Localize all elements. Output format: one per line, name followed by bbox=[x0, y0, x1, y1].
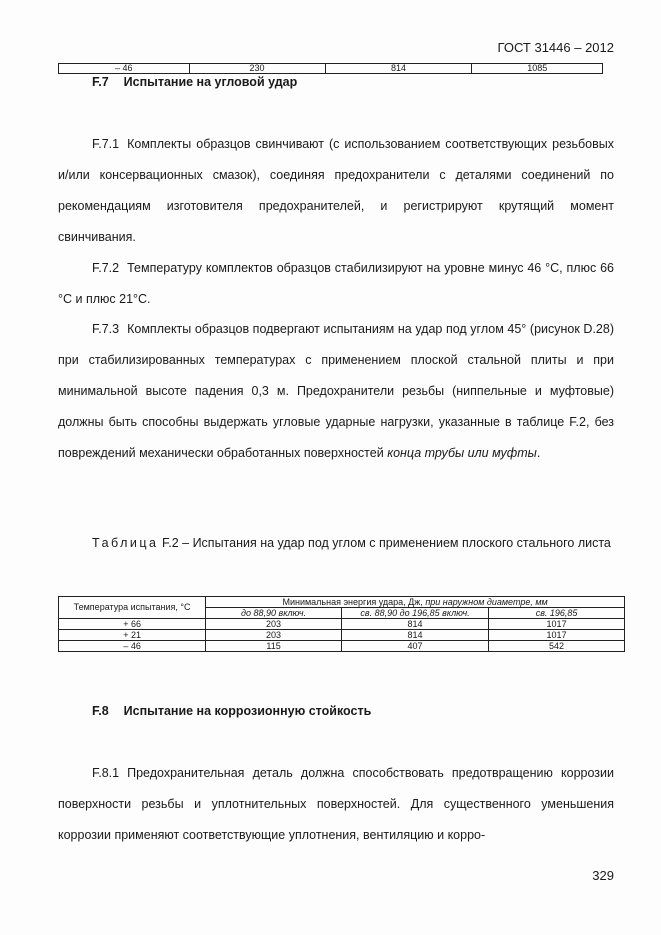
paragraph-f7-3 bbox=[58, 314, 614, 469]
paragraph-italic-text: конца трубы или муфты bbox=[387, 446, 537, 460]
paragraph-text: Температуру комплектов образцов стабилизируют на уровне минус 46 °C, плюс 66 °C и плюс 21°C. bbox=[58, 261, 614, 306]
impact-test-table bbox=[58, 596, 625, 652]
section-heading-f8 bbox=[92, 704, 371, 718]
table-cell: 203 bbox=[206, 619, 342, 630]
section-number: F.7 bbox=[92, 75, 109, 89]
section-title: Испытание на угловой удар bbox=[123, 75, 298, 89]
energy-column-header bbox=[206, 597, 625, 608]
diameter-subheader: св. 88,90 до 196,85 включ. bbox=[341, 608, 488, 619]
diameter-subheader: св. 196,85 bbox=[489, 608, 625, 619]
temperature-column-header: Температура испытания, °C bbox=[59, 597, 206, 619]
table-row bbox=[59, 630, 625, 641]
paragraph-f7-1 bbox=[58, 129, 614, 253]
table-cell: 814 bbox=[341, 619, 488, 630]
table-cell: 407 bbox=[341, 641, 488, 652]
caption-text: F.2 – Испытания на удар под углом с применением плоского стального листа bbox=[162, 536, 611, 550]
top-table-continuation bbox=[58, 63, 603, 74]
table-cell: 542 bbox=[489, 641, 625, 652]
table-row bbox=[59, 64, 603, 74]
section-title: Испытание на коррозионную стойкость bbox=[123, 704, 372, 718]
paragraph-number: F.7.2 bbox=[92, 261, 120, 275]
table-cell: 1017 bbox=[489, 630, 625, 641]
table-row bbox=[59, 619, 625, 630]
table-cell: 814 bbox=[325, 64, 472, 74]
paragraph-f8-1 bbox=[58, 758, 614, 851]
table-cell: 115 bbox=[206, 641, 342, 652]
page-header: ГОСТ 31446 – 2012 bbox=[497, 40, 614, 55]
paragraph-number: F.7.1 bbox=[92, 137, 120, 151]
paragraph-f7-2 bbox=[58, 253, 614, 315]
table-cell: 230 bbox=[189, 64, 325, 74]
table-cell: 1017 bbox=[489, 619, 625, 630]
section-number: F.8 bbox=[92, 704, 109, 718]
energy-header-plain: Минимальная энергия удара, Дж, bbox=[282, 596, 423, 607]
paragraph-text: Предохранительная деталь должна способствовать предотвращению коррозии поверхности резьбы и уплотнительных поверхностей. Для существенного уменьшения коррозии применяют соответствующие уплотнения, вентиляцию и корро- bbox=[58, 766, 614, 842]
table-cell: – 46 bbox=[59, 641, 206, 652]
paragraph-end: . bbox=[536, 446, 541, 460]
diameter-subheader: до 88,90 включ. bbox=[206, 608, 342, 619]
paragraph-text: Комплекты образцов подвергают испытаниям на удар под углом 45° (рисунок D.28) при стабилизированных температурах с применением плоской стальной плиты и при минимальной высоте падения 0,3 м. Предохранители резьбы (ниппельные и муфтовые) должны быть способны выдержать угловые ударные нагрузки, указанные в таблице F.2, без повреждений механически обработанных поверхностей bbox=[58, 322, 614, 460]
section-heading-f7 bbox=[92, 75, 297, 89]
table-cell: 203 bbox=[206, 630, 342, 641]
caption-label: Таблица bbox=[92, 536, 159, 550]
table-cell: 814 bbox=[341, 630, 488, 641]
paragraph-number: F.8.1 bbox=[92, 766, 120, 780]
table-cell: + 66 bbox=[59, 619, 206, 630]
table-cell: + 21 bbox=[59, 630, 206, 641]
table-cell: – 46 bbox=[59, 64, 190, 74]
table-header-row bbox=[59, 597, 625, 608]
paragraph-text: Комплекты образцов свинчивают (с использованием соответствующих резьбовых и/или консервационных смазок), соединяя предохранители с деталями соединений по рекомендациям изготовителя предохранителей, и регистрируют крутящий момент свинчивания. bbox=[58, 137, 614, 244]
page-number: 329 bbox=[592, 868, 614, 883]
table-cell: 1085 bbox=[472, 64, 603, 74]
table-row bbox=[59, 641, 625, 652]
paragraph-number: F.7.3 bbox=[92, 322, 120, 336]
table-caption bbox=[58, 529, 614, 558]
energy-header-italic: при наружном диаметре, мм bbox=[425, 596, 548, 607]
